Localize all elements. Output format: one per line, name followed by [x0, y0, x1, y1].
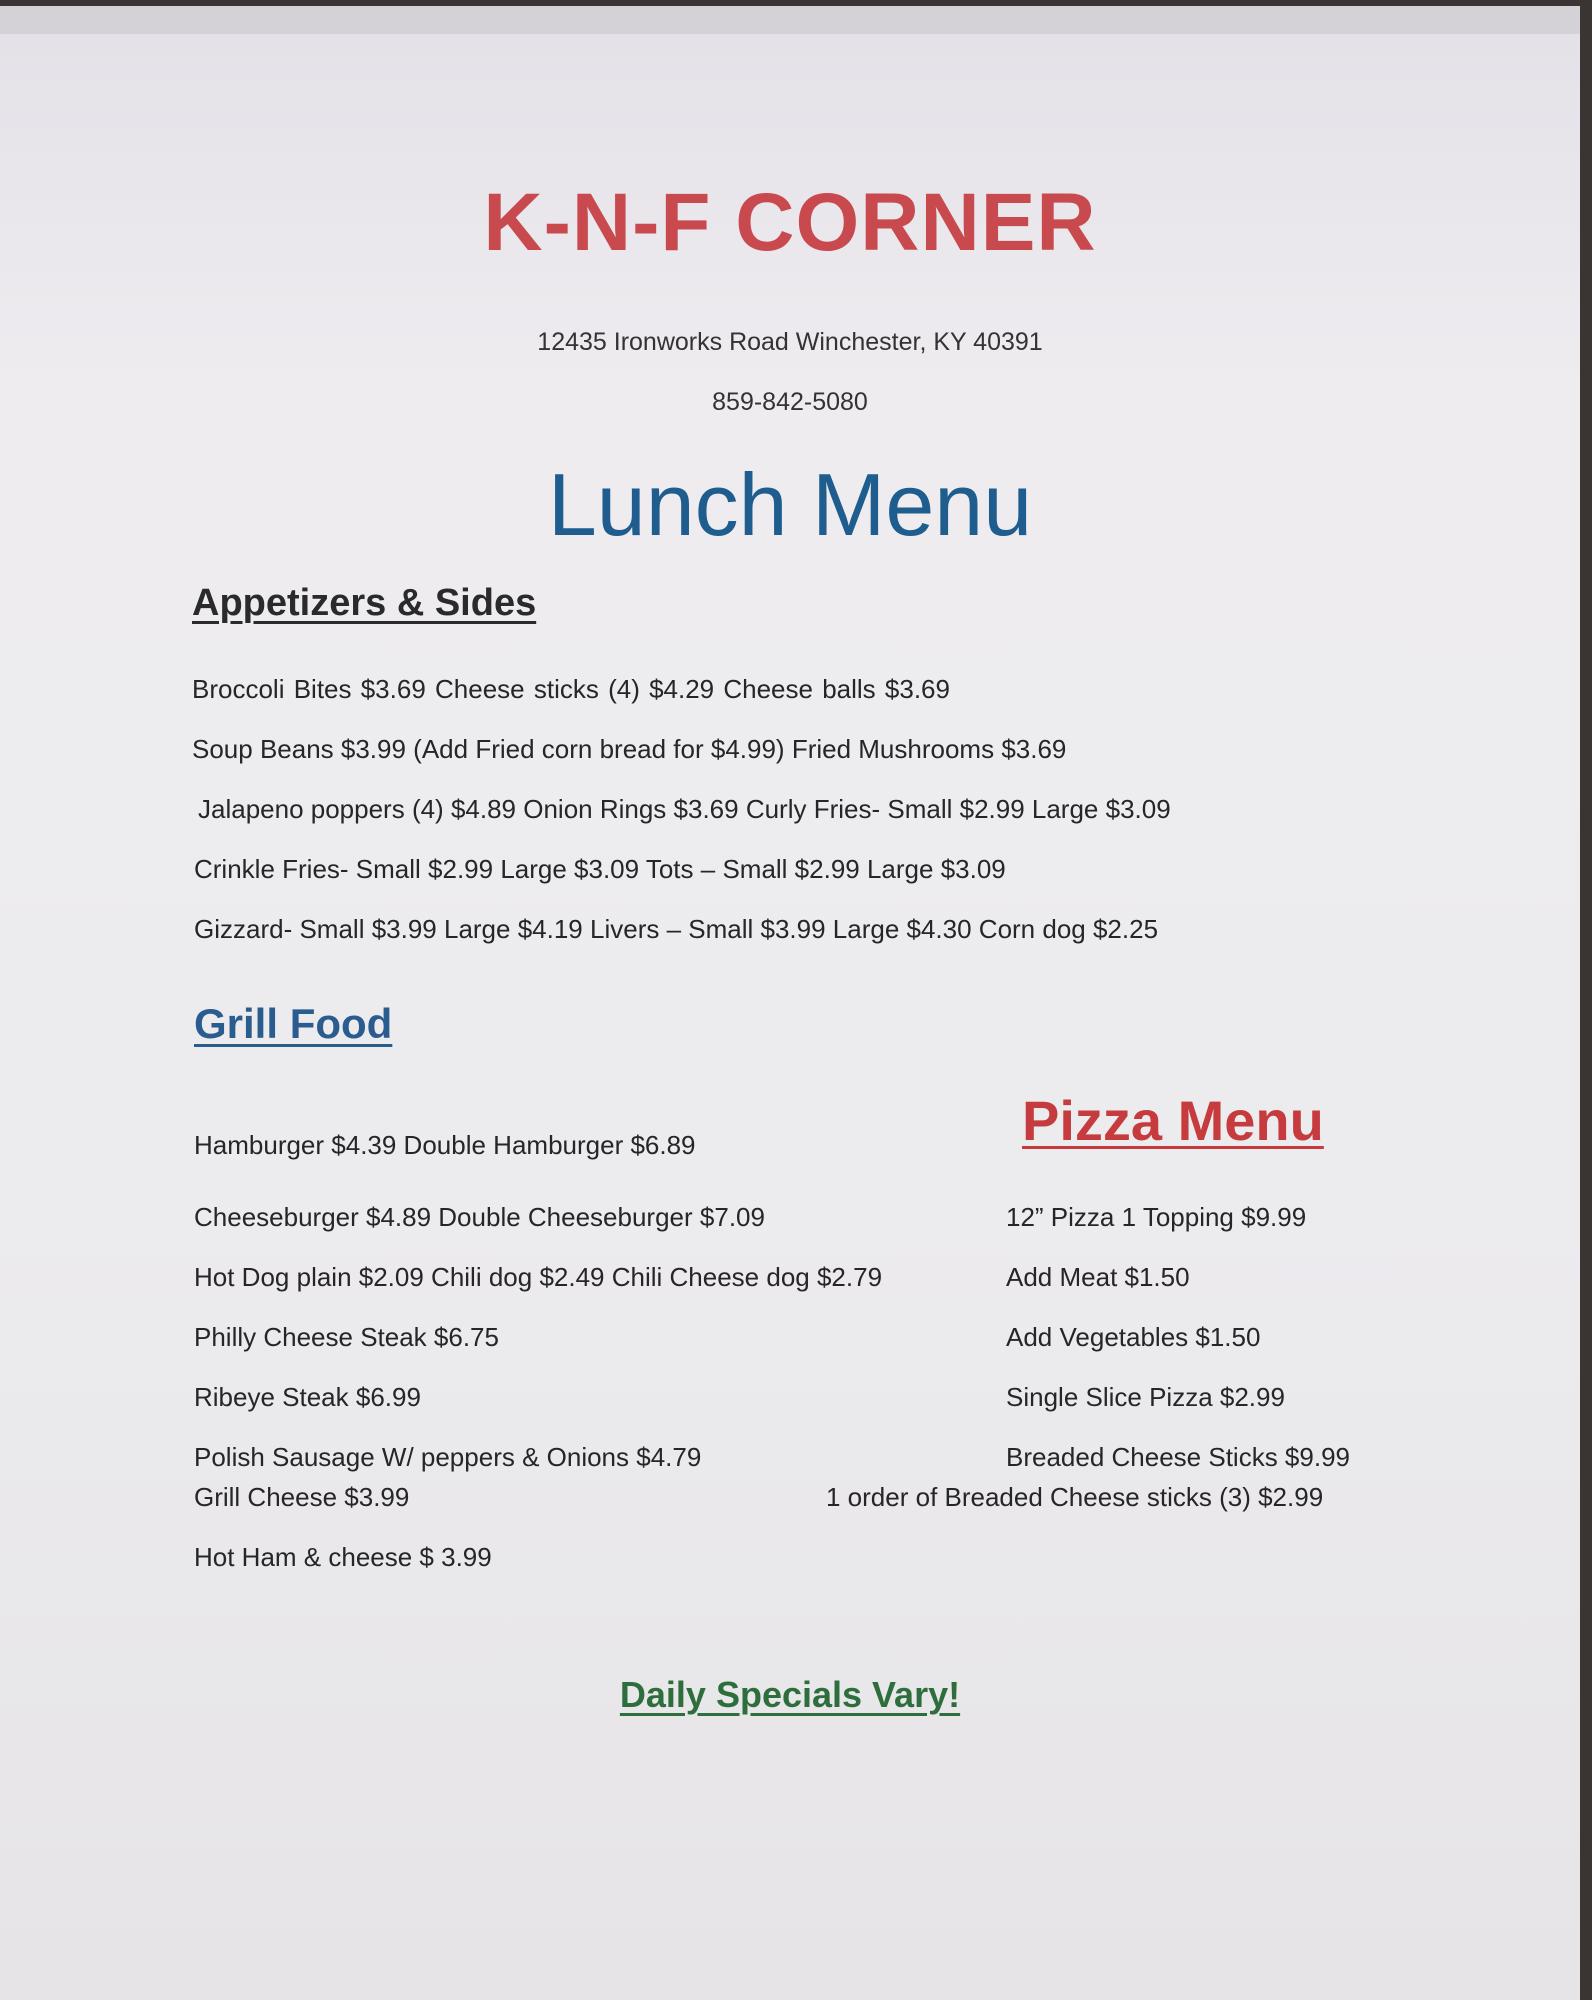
pizza-line: Add Meat $1.50 [1006, 1262, 1190, 1292]
pizza-line: Add Vegetables $1.50 [1006, 1322, 1261, 1352]
grill-line: Ribeye Steak $6.99 [194, 1382, 421, 1412]
pizza-line: 1 order of Breaded Cheese sticks (3) $2.99 [826, 1482, 1324, 1512]
pizza-line: Single Slice Pizza $2.99 [1006, 1382, 1285, 1412]
address: 12435 Ironworks Road Winchester, KY 40391 [537, 328, 1043, 356]
restaurant-name: K-N-F CORNER [483, 177, 1097, 268]
appetizer-line: Crinkle Fries- Small $2.99 Large $3.09 Tots – Small $2.99 Large $3.09 [194, 854, 1006, 884]
appetizer-line: Jalapeno poppers (4) $4.89 Onion Rings $3.69 Curly Fries- Small $2.99 Large $3.09 [198, 794, 1171, 824]
grill-line: Grill Cheese $3.99 [194, 1482, 410, 1512]
appetizers-heading: Appetizers & Sides [192, 582, 537, 624]
grill-heading: Grill Food [194, 1000, 393, 1047]
grill-line: Hot Ham & cheese $ 3.99 [194, 1542, 492, 1572]
phone-number: 859-842-5080 [712, 388, 868, 416]
grill-line: Philly Cheese Steak $6.75 [194, 1322, 499, 1352]
grill-line: Hamburger $4.39 Double Hamburger $6.89 [194, 1130, 696, 1160]
pizza-line: Breaded Cheese Sticks $9.99 [1006, 1442, 1350, 1472]
menu-paper [0, 6, 1580, 2000]
appetizer-line: Broccoli Bites $3.69 Cheese sticks (4) $4.29 Cheese balls $3.69 [192, 674, 950, 704]
grill-line: Polish Sausage W/ peppers & Onions $4.79 [194, 1442, 702, 1472]
daily-specials: Daily Specials Vary! [619, 1674, 961, 1715]
appetizer-line: Gizzard- Small $3.99 Large $4.19 Livers – Small $3.99 Large $4.30 Corn dog $2.25 [194, 914, 1159, 944]
pizza-line: 12” Pizza 1 Topping $9.99 [1006, 1202, 1307, 1232]
appetizer-line: Soup Beans $3.99 (Add Fried corn bread for $4.99) Fried Mushrooms $3.69 [192, 734, 1067, 764]
grill-line: Cheeseburger $4.89 Double Cheeseburger $7.09 [194, 1202, 765, 1232]
grill-line: Hot Dog plain $2.09 Chili dog $2.49 Chili Cheese dog $2.79 [194, 1262, 883, 1292]
menu-title: Lunch Menu [547, 455, 1033, 554]
pizza-heading: Pizza Menu [1022, 1089, 1324, 1152]
